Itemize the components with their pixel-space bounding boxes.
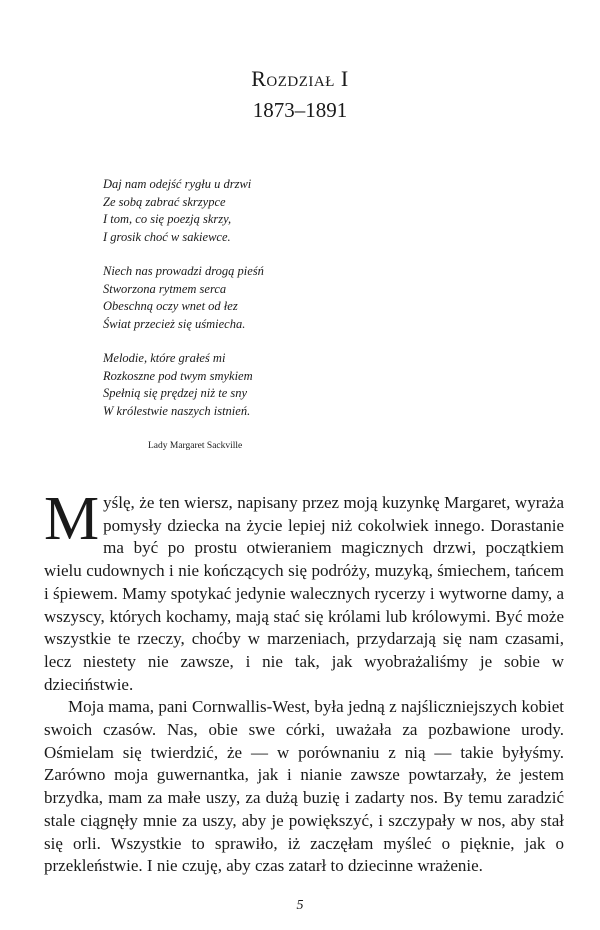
- body-text: [44, 485, 564, 878]
- paragraph: Moja mama, pani Cornwallis-West, była jedną z najśliczniejszych kobiet swoich czasów. Nas, obie swe córki, uważała za pozbawione urody. Ośmielam się twierdzić, że — w porównaniu z nią — takie byłyśmy. Zarówno moja guwernantka, jak i nianie zawsze powtarzały, że jestem brzydka, mam za małe uszy, za dużą buzię i zadarty nos. By temu zaradzić stale ciągnęły mnie za uszy, aby je powiększyć, i szczypały w nos, aby stał się orli. Wszystkie to sprawiło, iż zaczęłam myśleć o pięknie, jak o przekleństwie. I nie czuję, aby czas zatarł to dziecinne wrażenie.: [44, 697, 564, 876]
- poem-line: Ze sobą zabrać skrzypce: [103, 194, 226, 209]
- poem-line: I tom, co się poezją skrzy,: [103, 212, 232, 226]
- paragraph-text: yślę, że ten wiersz, napisany przez moją kuzynkę Margaret, wyraża pomysły dziecka na życie lepiej niż cokolwiek innego. Dorastanie ma być po prostu otwieraniem magicznych drzwi, początkiem wielu cudownych i nie kończących się podróży, muzyką, śmiechem, tańcem i śpiewem. Mamy spotykać jedynie walecznych rycerzy i wytworne damy, a wszyscy, których kochamy, mają stać się królami lub królowymi. Być może wszystkie te rzeczy, choćby w marzeniach, przydarzają się nam czasami, lecz niestety nie zawsze, i nie tak, jak wyobrażaliśmy je sobie w dzieciństwie.: [44, 493, 564, 694]
- epigraph-poem: [103, 176, 264, 437]
- drop-cap: M: [44, 485, 100, 553]
- poem-attribution: Lady Margaret Sackville: [148, 441, 243, 451]
- poem-line: I grosik choć w sakiewce.: [103, 229, 231, 244]
- poem-line: Rozkoszne pod twym smykiem: [103, 368, 253, 383]
- poem-line: Spełnią się prędzej niż te sny: [103, 386, 248, 400]
- chapter-years: 1873–1891: [252, 98, 348, 122]
- chapter-word: Rozdział: [251, 66, 335, 91]
- chapter-title: [0, 66, 600, 92]
- poem-line: Obeschną oczy wnet od łez: [103, 299, 238, 313]
- poem-line: W królestwie naszych istnień.: [103, 403, 251, 418]
- poem-line: Stworzona rytmem serca: [103, 281, 227, 296]
- poem-stanza: [103, 263, 264, 333]
- poem-line: Daj nam odejść rygłu u drzwi: [103, 177, 252, 191]
- poem-line: Niech nas prowadzi drogą pieśń: [103, 264, 264, 278]
- poem-line: Świat przecież się uśmiecha.: [103, 316, 246, 331]
- page-number: 5: [296, 898, 304, 913]
- poem-line: Melodie, które grałeś mi: [103, 351, 226, 365]
- paragraph: [44, 485, 564, 696]
- poem-stanza: [103, 350, 264, 420]
- chapter-numeral: I: [340, 66, 349, 91]
- poem-stanza: [103, 176, 264, 246]
